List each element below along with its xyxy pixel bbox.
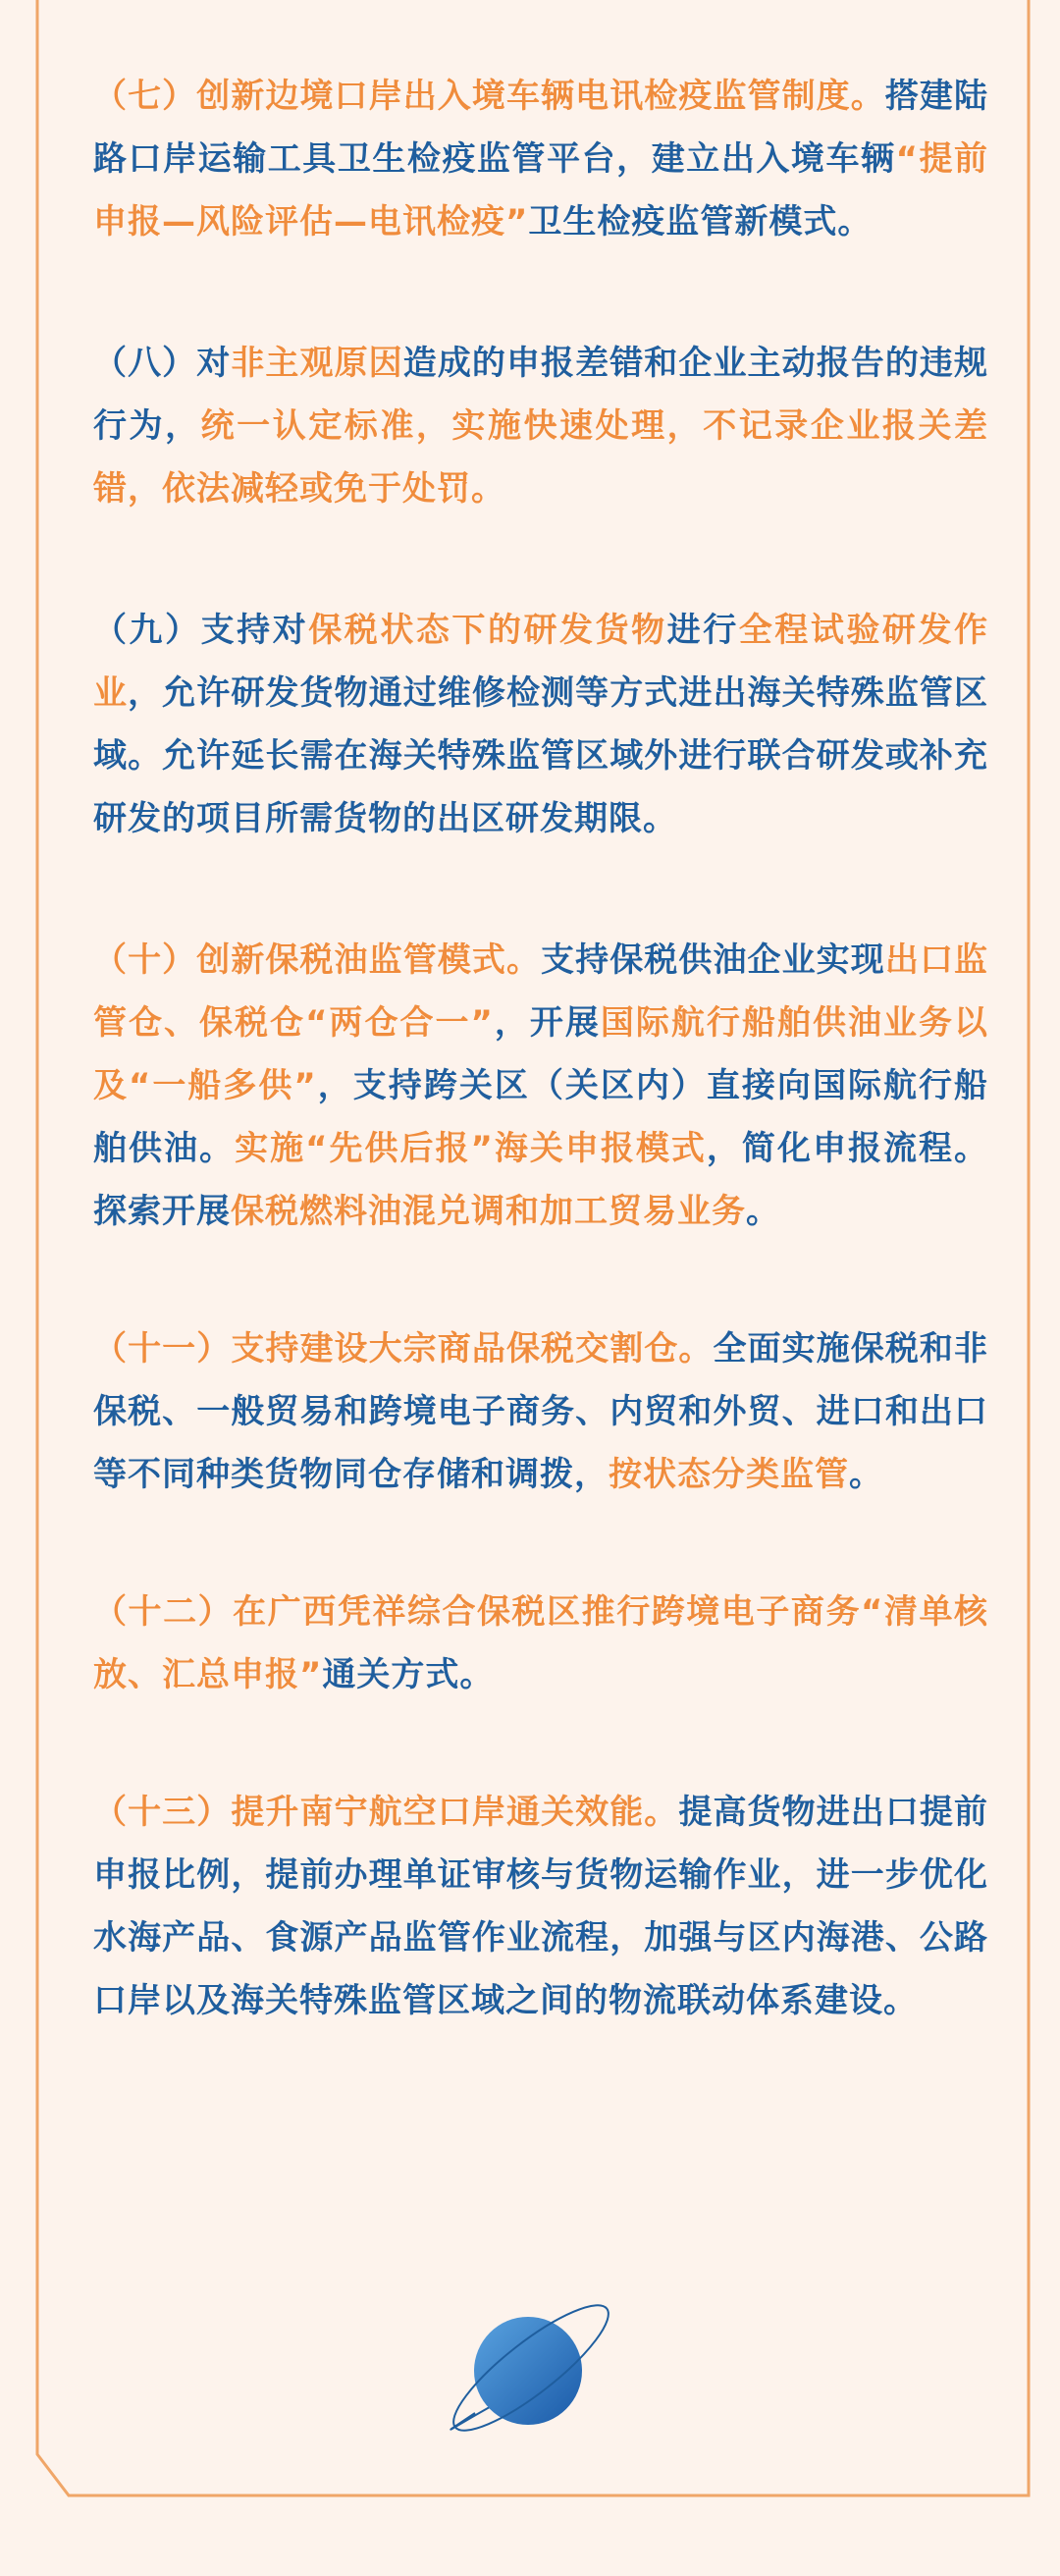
body-text: （八）对: [93, 344, 232, 383]
highlight-text: （十三）提升南宁航空口岸通关效能。: [93, 1793, 679, 1832]
highlight-text: 非主观原因: [231, 344, 403, 383]
body-text: 全面实施保税和非保税、一般贸易和跨境电子商务、内贸和外贸、进口和出口等不同种类货物同仓存储和调拨，: [93, 1329, 989, 1494]
highlight-text: 国际航行船舶供油业务以及“一船多供”: [93, 1003, 989, 1105]
body-text: 造成的申报差错和企业主动报告的违规行为，: [93, 344, 989, 446]
section-10: [93, 929, 988, 1243]
body-text: ，支持跨关区（关区内）直接向国际航行船舶供油。: [93, 1066, 988, 1168]
body-text: 。: [849, 1455, 883, 1494]
highlight-text: “提前申报—风险评估—电讯检疫”: [93, 139, 988, 242]
body-text: ，开展: [493, 1003, 601, 1043]
planet-icon: [438, 2297, 624, 2444]
body-text: 通关方式。: [322, 1655, 495, 1694]
highlight-text: 按状态分类监管: [609, 1455, 849, 1494]
highlight-text: （七）创新边境口岸出入境车辆电讯检疫监管制度。: [93, 77, 885, 116]
section-11: [93, 1317, 988, 1506]
section-8: [93, 332, 988, 520]
body-text: 提高货物进出口提前申报比例，提前办理单证审核与货物运输作业，进一步优化水海产品、食源产品监管作业流程，加强与区内海港、公路口岸以及海关特殊监管区域之间的物流联动体系建设。: [93, 1793, 988, 2020]
section-13: [93, 1781, 988, 2032]
article-body: [93, 65, 988, 2032]
body-text: 。: [746, 1192, 780, 1231]
body-text: 进行: [666, 611, 739, 650]
section-12: [93, 1581, 988, 1706]
body-text: ，允许研发货物通过维修检测等方式进出海关特殊监管区域。允许延长需在海关特殊监管区域外进行联合研发或补充研发的项目所需货物的出区研发期限。: [93, 673, 989, 838]
highlight-text: 统一认定标准，实施快速处理，不记录企业报关差错，依法减轻或免于处罚。: [93, 406, 988, 509]
body-text: 支持保税供油企业实现: [541, 940, 885, 980]
highlight-text: （十）创新保税油监管模式。: [93, 940, 542, 980]
body-text: 搭建陆路口岸运输工具卫生检疫监管平台，建立出入境车辆: [93, 77, 989, 179]
body-text: 卫生检疫监管新模式。: [528, 202, 873, 242]
highlight-text: （十二）在广西凭祥综合保税区推行跨境电子商务“清单核放、汇总申报”: [93, 1592, 989, 1694]
highlight-text: 实施“先供后报”海关申报模式: [235, 1129, 707, 1168]
highlight-text: 出口监管仓、保税仓“两仓合一”: [93, 940, 989, 1043]
section-9: [93, 599, 988, 850]
body-text: （九）支持对: [93, 611, 309, 650]
highlight-text: 保税状态下的研发货物: [308, 611, 667, 650]
highlight-text: 全程试验研发作业: [93, 611, 989, 713]
body-text: ，简化申报流程。探索开展: [93, 1129, 989, 1231]
section-7: [93, 65, 988, 253]
highlight-text: （十一）支持建设大宗商品保税交割仓。: [93, 1329, 714, 1368]
highlight-text: 保税燃料油混兑调和加工贸易业务: [231, 1192, 746, 1231]
